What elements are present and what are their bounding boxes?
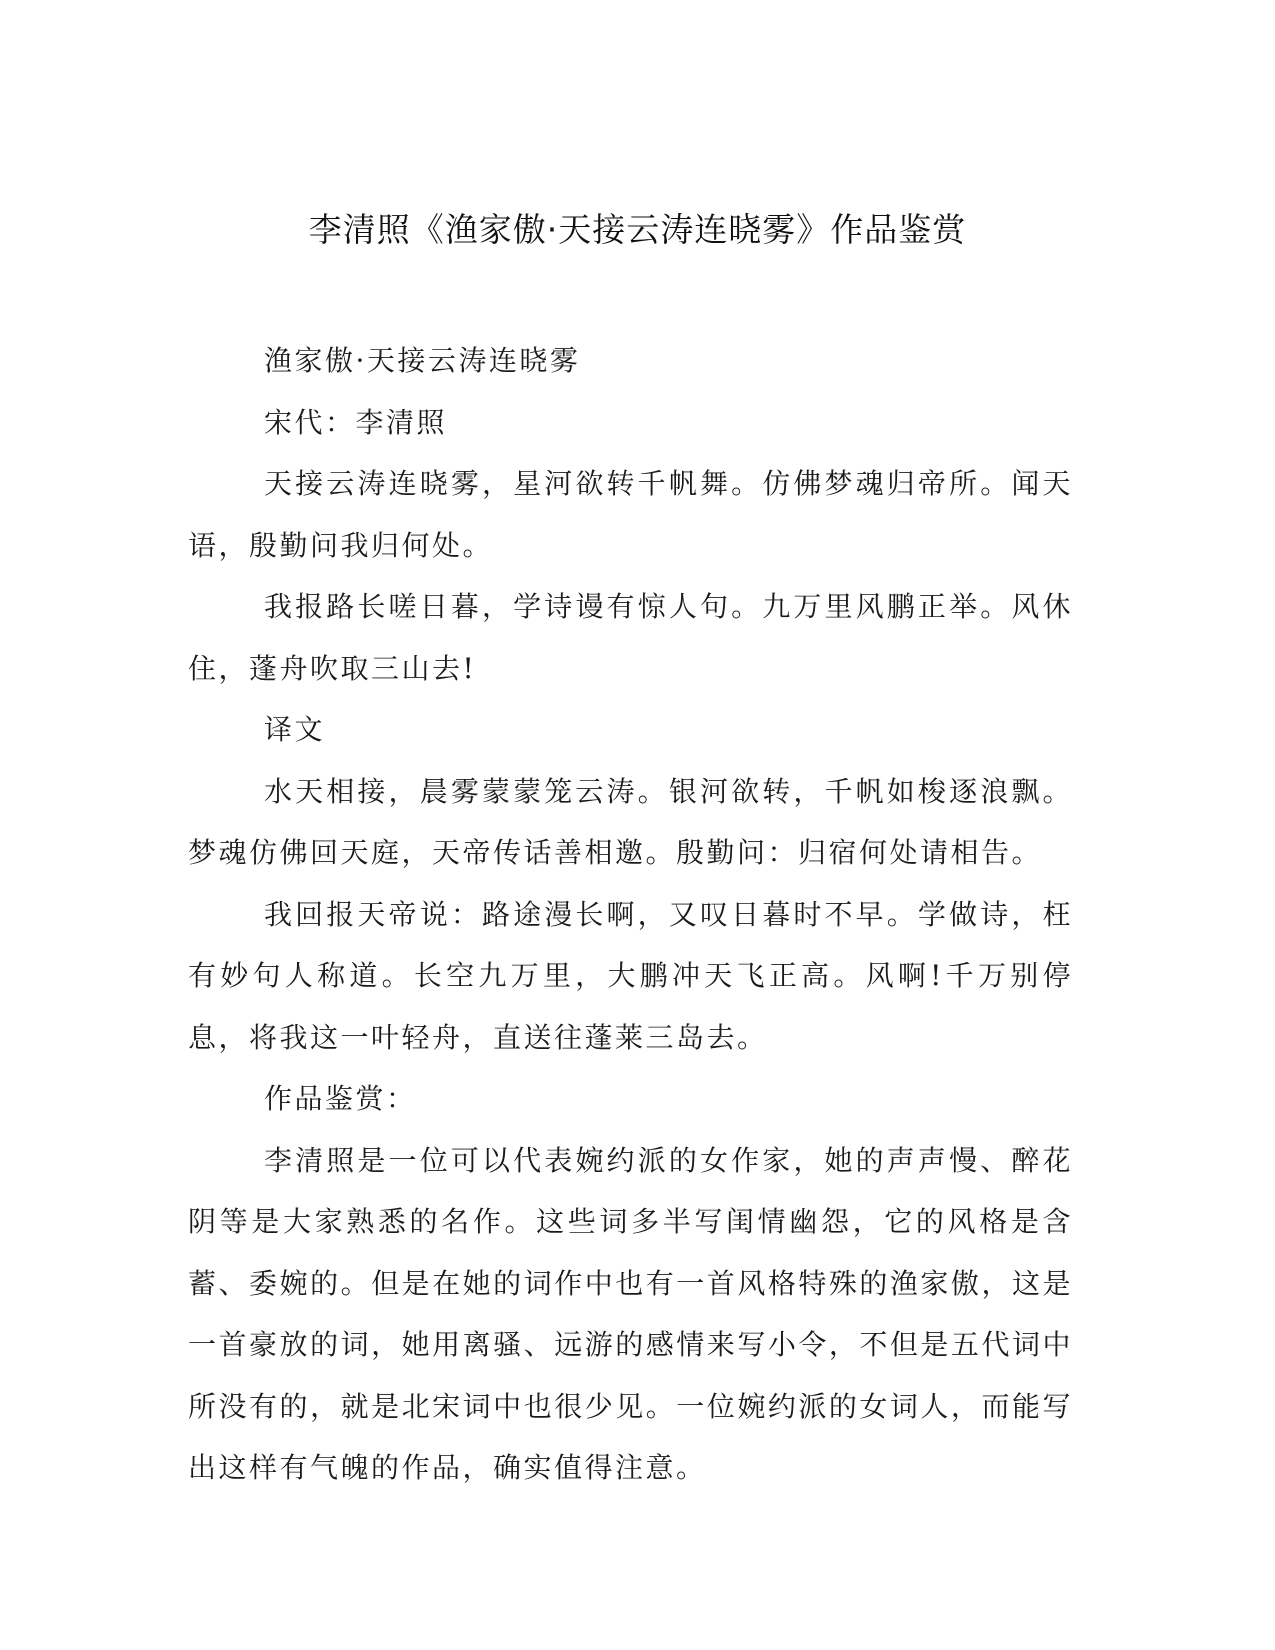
document-body (188, 330, 1073, 1499)
document-title: 李清照《渔家傲·天接云涛连晓雾》作品鉴赏 (308, 210, 967, 249)
poem-stanza-2: 我报路长嗟日暮，学诗谩有惊人句。九万里风鹏正举。风休住，蓬舟吹取三山去! (188, 590, 1073, 685)
appreciation-paragraph: 李清照是一位可以代表婉约派的女作家，她的声声慢、醉花阴等是大家熟悉的名作。这些词多半写闺情幽怨，它的风格是含蓄、委婉的。但是在她的词作中也有一首风格特殊的渔家傲，这是一首豪放的词，她用离骚、远游的感情来写小令，不但是五代词中所没有的，就是北宋词中也很少见。一位婉约派的女词人，而能写出这样有气魄的作品，确实值得注意。 (188, 1143, 1073, 1484)
poem-title: 渔家傲·天接云涛连晓雾 (264, 344, 581, 377)
translation-paragraph-1: 水天相接，晨雾蒙蒙笼云涛。银河欲转，千帆如梭逐浪飘。梦魂仿佛回天庭，天帝传话善相邀。殷勤问：归宿何处请相告。 (188, 774, 1073, 869)
poem-author: 宋代：李清照 (264, 405, 448, 439)
translation-paragraph-2: 我回报天帝说：路途漫长啊，又叹日暮时不早。学做诗，枉有妙句人称道。长空九万里，大鹏冲天飞正高。风啊!千万别停息，将我这一叶轻舟，直送往蓬莱三岛去。 (188, 897, 1073, 1054)
appreciation-heading: 作品鉴赏： (264, 1082, 417, 1115)
poem-stanza-1: 天接云涛连晓雾，星河欲转千帆舞。仿佛梦魂归帝所。闻天语，殷勤问我归何处。 (188, 467, 1073, 562)
translation-heading: 译文 (264, 713, 326, 746)
